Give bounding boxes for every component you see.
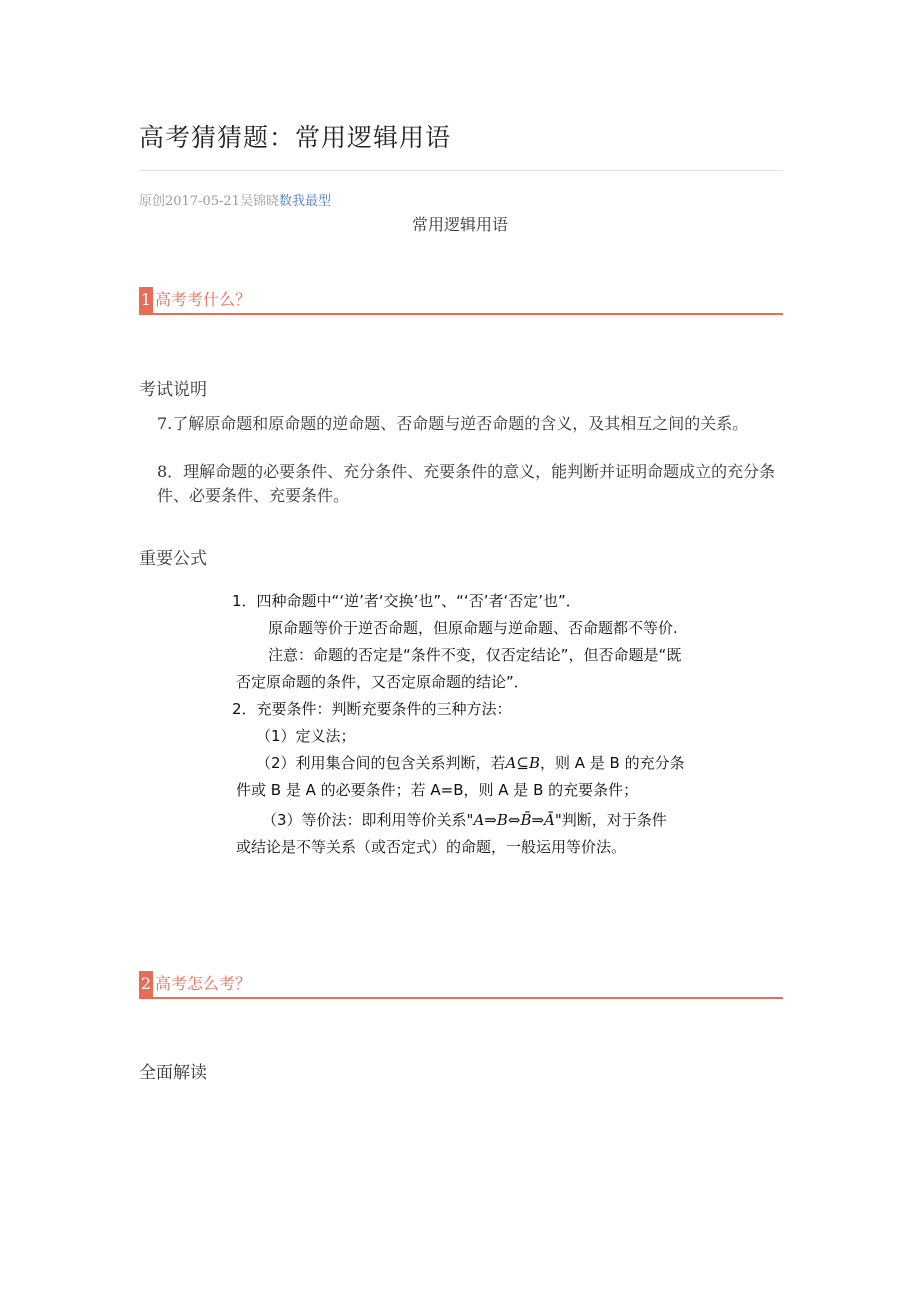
formula-line: （1）定义法；: [256, 727, 356, 745]
equivalence-expression: A⇒B⇔B̄⇒Ā: [473, 811, 555, 829]
article-subtitle: 常用逻辑用语: [411, 215, 508, 234]
formula-line: [262, 809, 667, 830]
formula-line: 否定原命题的条件，又否定原命题的结论”．: [236, 673, 529, 691]
section-header-2: [139, 971, 783, 999]
formula-line: 原命题等价于逆否命题，但原命题与逆命题、否命题都不等价.: [268, 619, 678, 637]
section-title: 高考考什么？: [155, 290, 252, 309]
article-title: 高考猜猜题：常用逻辑用语: [139, 123, 452, 152]
meta-author-date: 原创2017-05-21吴锦晓: [139, 194, 279, 209]
exam-note-item: 7.了解原命题和原命题的逆命题、否命题与逆否命题的含义，及其相互之间的关系。: [157, 414, 749, 433]
formula-line: 件或 B 是 A 的必要条件；若 A=B，则 A 是 B 的充要条件；: [236, 781, 639, 799]
exam-notes-heading: 考试说明: [139, 380, 207, 400]
formula-text: （2）利用集合间的包含关系判断，若: [256, 754, 506, 772]
formula-line: 注意：命题的否定是“条件不变，仅否定结论”，但否命题是“既: [268, 646, 682, 664]
title-divider: [139, 170, 783, 171]
formula-line: 1．四种命题中“‘逆’者‘交换’也”、“‘否’者‘否定’也”．: [232, 592, 581, 610]
subset-expression: A⊆B: [505, 754, 540, 772]
formula-line: [256, 752, 685, 773]
formula-line: 或结论是不等关系（或否定式）的命题，一般运用等价法。: [236, 838, 627, 856]
exam-note-item: 8．理解命题的必要条件、充分条件、充要条件的意义，能判断并证明命题成立的充分条件、必要条件、充要条件。: [157, 462, 776, 505]
formula-text: （3）等价法：即利用等价关系": [262, 811, 474, 829]
account-link[interactable]: 数我最型: [278, 194, 331, 209]
formula-line: 2．充要条件：判断充要条件的三种方法：: [232, 700, 512, 718]
article-meta: [139, 190, 331, 209]
formulas-heading: 重要公式: [139, 549, 207, 569]
section-title: 高考怎么考？: [155, 974, 252, 993]
formula-text: ，则 A 是 B 的充分条: [539, 754, 685, 772]
section-number: 1: [139, 287, 153, 313]
section-number: 2: [139, 971, 153, 997]
section-header-1: [139, 287, 783, 315]
formula-text: "判断，对于条件: [554, 811, 667, 829]
analysis-heading: 全面解读: [139, 1063, 207, 1083]
